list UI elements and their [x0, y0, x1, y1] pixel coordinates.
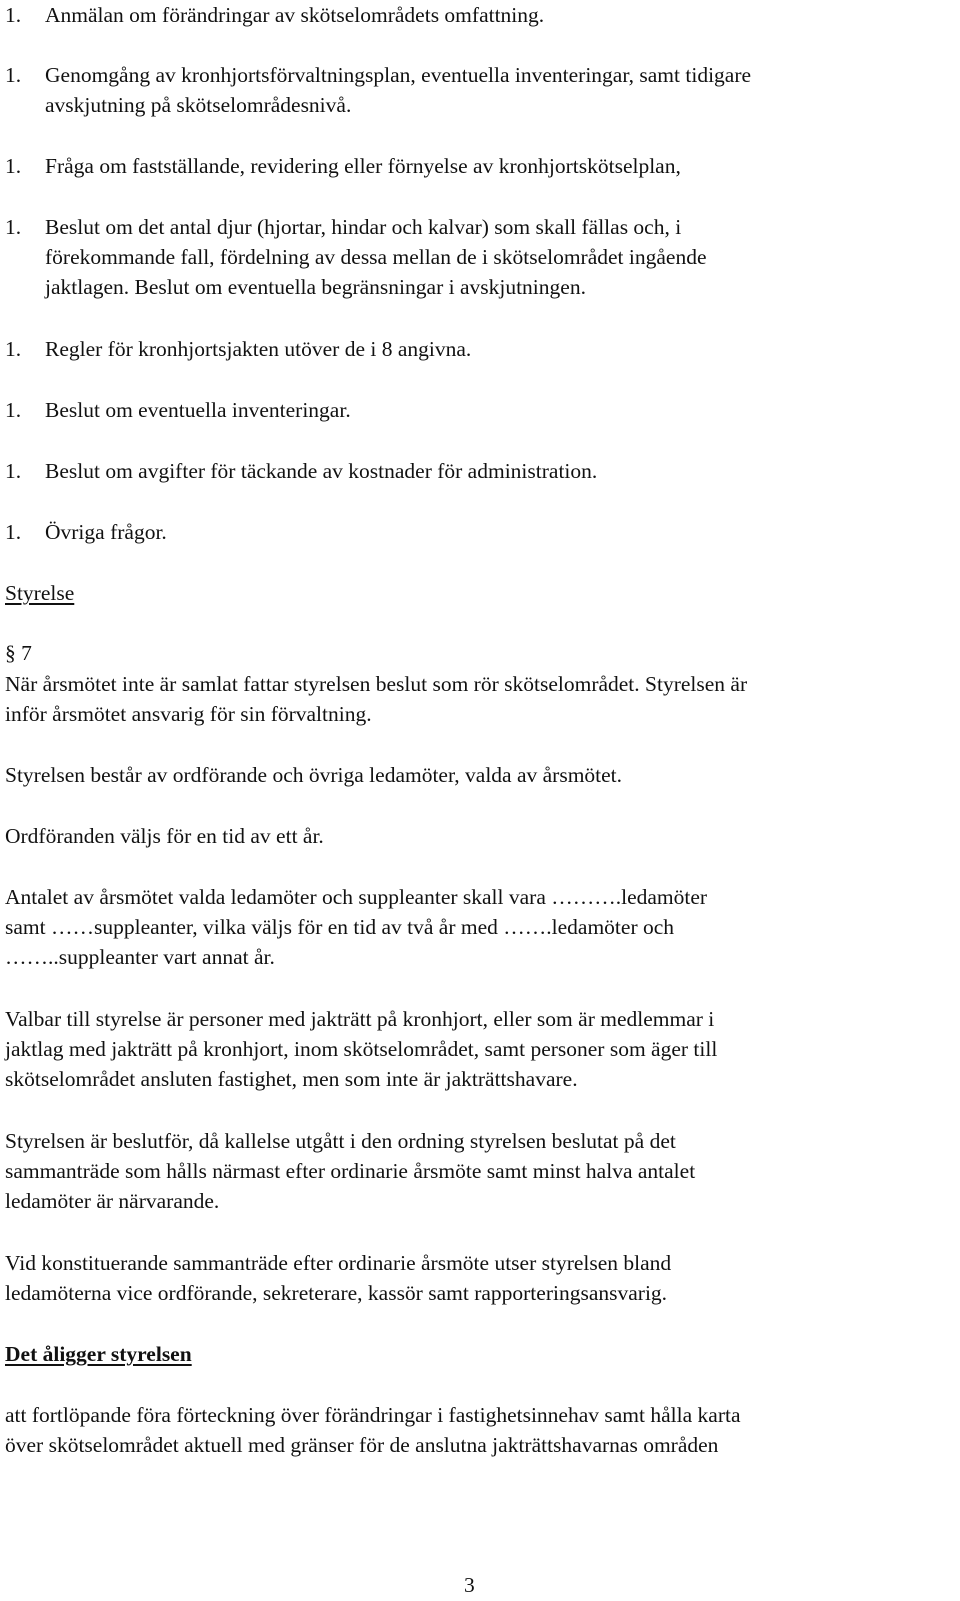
list-item-text: Anmälan om förändringar av skötselområdets omfattning. — [45, 3, 545, 27]
paragraph-sign: § — [5, 641, 16, 665]
paragraph-line: ledamöterna vice ordförande, sekreterare, kassör samt rapporteringsansvarig. — [5, 1281, 668, 1305]
paragraph-number-value: 7 — [21, 641, 32, 665]
list-item-text: jaktlagen. Beslut om eventuella begränsningar i avskjutningen. — [45, 275, 586, 299]
list-item-number: 1. — [5, 520, 22, 544]
list-item-number: 1. — [5, 3, 22, 27]
list-item-text: Beslut om avgifter för täckande av kostnader för administration. — [45, 459, 598, 483]
page-number: 3 — [464, 1573, 475, 1597]
paragraph-line: Antalet av årsmötet valda ledamöter och suppleanter skall vara ……….ledamöter — [5, 885, 708, 909]
list-item-text: Genomgång av kronhjortsförvaltningsplan, eventuella inventeringar, samt tidigare — [45, 63, 752, 87]
list-item-number: 1. — [5, 215, 22, 239]
paragraph — [5, 821, 950, 851]
paragraph-number — [5, 638, 32, 668]
list-item-text: avskjutning på skötselområdesnivå. — [45, 93, 352, 117]
paragraph-line: sammanträde som hålls närmast efter ordinarie årsmöte samt minst halva antalet — [5, 1159, 696, 1183]
paragraph-line: över skötselområdet aktuell med gränser för de anslutna jakträttshavarnas områden — [5, 1433, 719, 1457]
paragraph-line: När årsmötet inte är samlat fattar styrelsen beslut som rör skötselområdet. Styrelsen är — [5, 672, 748, 696]
list-item-text: förekommande fall, fördelning av dessa mellan de i skötselområdet ingående — [45, 245, 707, 269]
paragraph — [5, 1248, 950, 1308]
paragraph-line: ……..suppleanter vart annat år. — [5, 945, 275, 969]
paragraph — [5, 760, 950, 790]
list-item-text: Övriga frågor. — [45, 520, 167, 544]
list-item-number: 1. — [5, 154, 22, 178]
list-item — [5, 456, 940, 486]
list-item-number: 1. — [5, 459, 22, 483]
paragraph-line: inför årsmötet ansvarig för sin förvaltning. — [5, 702, 372, 726]
paragraph-line: Styrelsen består av ordförande och övriga ledamöter, valda av årsmötet. — [5, 763, 623, 787]
paragraph-line: jaktlag med jakträtt på kronhjort, inom skötselområdet, samt personer som äger till — [5, 1037, 718, 1061]
list-item-text: Beslut om det antal djur (hjortar, hindar och kalvar) som skall fällas och, i — [45, 215, 682, 239]
list-item-text: Fråga om fastställande, revidering eller förnyelse av kronhjortskötselplan, — [45, 154, 681, 178]
paragraph-line: Ordföranden väljs för en tid av ett år. — [5, 824, 324, 848]
paragraph — [5, 882, 950, 972]
list-item-number: 1. — [5, 398, 22, 422]
list-item-text: Beslut om eventuella inventeringar. — [45, 398, 351, 422]
paragraph-line: samt ……suppleanter, vilka väljs för en tid av två år med …….ledamöter och — [5, 915, 675, 939]
paragraph — [5, 1126, 950, 1216]
paragraph-line: Vid konstituerande sammanträde efter ordinarie årsmöte utser styrelsen bland — [5, 1251, 672, 1275]
list-item-text: Regler för kronhjortsjakten utöver de i 8 angivna. — [45, 337, 472, 361]
paragraph-line: att fortlöpande föra förteckning över förändringar i fastighetsinnehav samt hålla karta — [5, 1403, 741, 1427]
list-item — [5, 517, 940, 547]
paragraph — [5, 669, 950, 729]
list-item-number: 1. — [5, 337, 22, 361]
paragraph — [5, 1400, 950, 1460]
list-item — [5, 60, 940, 120]
list-item — [5, 212, 940, 302]
paragraph — [5, 1004, 950, 1094]
list-item-number: 1. — [5, 63, 22, 87]
list-item — [5, 334, 940, 364]
list-item — [5, 151, 940, 181]
paragraph-line: Valbar till styrelse är personer med jakträtt på kronhjort, eller som är medlemmar i — [5, 1007, 715, 1031]
section-heading-styrelse: Styrelse — [5, 581, 75, 605]
section-heading-aligger: Det åligger styrelsen — [5, 1342, 192, 1366]
paragraph-line: ledamöter är närvarande. — [5, 1189, 220, 1213]
list-item — [5, 395, 940, 425]
paragraph-line: Styrelsen är beslutför, då kallelse utgått i den ordning styrelsen beslutat på det — [5, 1129, 676, 1153]
paragraph-line: skötselområdet ansluten fastighet, men som inte är jakträttshavare. — [5, 1067, 578, 1091]
list-item — [5, 0, 940, 30]
